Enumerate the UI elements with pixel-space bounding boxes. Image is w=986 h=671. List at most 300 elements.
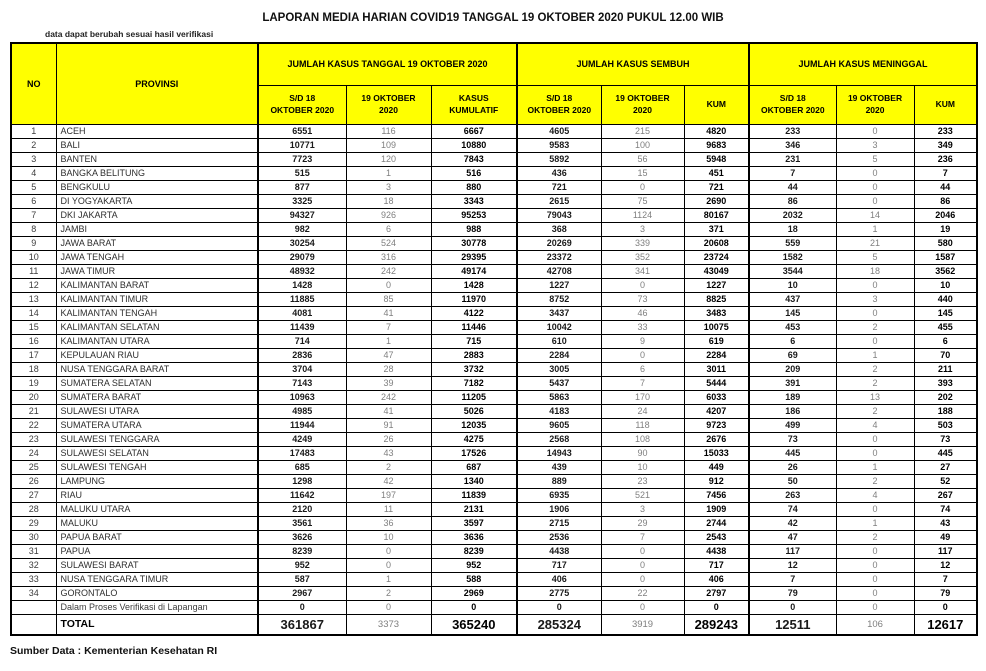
cell-value: 17526 xyxy=(431,446,517,460)
cell-value: 11439 xyxy=(258,320,346,334)
cell-value: 365240 xyxy=(431,614,517,635)
cell-value: 47 xyxy=(346,348,431,362)
cell-value: 2 xyxy=(346,586,431,600)
table-row xyxy=(11,348,977,362)
cell-value: 10042 xyxy=(517,320,601,334)
cell-value: 349 xyxy=(914,138,977,152)
cell-value: 9583 xyxy=(517,138,601,152)
cell-value: 2 xyxy=(836,474,914,488)
cell-value: 17483 xyxy=(258,446,346,460)
col-header-sembuh-day: 19 OKTOBER 2020 xyxy=(601,85,684,124)
cell-value: 5892 xyxy=(517,152,601,166)
cell-value: 117 xyxy=(914,544,977,558)
table-row xyxy=(11,250,977,264)
cell-value: 580 xyxy=(914,236,977,250)
cell-value: 2568 xyxy=(517,432,601,446)
cell-value: 29395 xyxy=(431,250,517,264)
table-row xyxy=(11,474,977,488)
cell-value: 0 xyxy=(601,572,684,586)
cell-value: 7 xyxy=(749,166,836,180)
cell-value: 7143 xyxy=(258,376,346,390)
cell-value: 1 xyxy=(836,516,914,530)
cell-value: 877 xyxy=(258,180,346,194)
cell-value: 44 xyxy=(914,180,977,194)
cell-value: 11446 xyxy=(431,320,517,334)
cell-value: 73 xyxy=(749,432,836,446)
cell-value: 6 xyxy=(914,334,977,348)
cell-provinsi: Dalam Proses Verifikasi di Lapangan xyxy=(56,600,258,614)
cell-value: 3437 xyxy=(517,306,601,320)
cell-value: 0 xyxy=(836,180,914,194)
cell-value: 12035 xyxy=(431,418,517,432)
cell-value: 2284 xyxy=(684,348,749,362)
cell-no: 1 xyxy=(11,124,56,138)
cell-value: 499 xyxy=(749,418,836,432)
cell-no: 3 xyxy=(11,152,56,166)
cell-value: 18 xyxy=(749,222,836,236)
cell-value: 202 xyxy=(914,390,977,404)
cell-value: 7 xyxy=(914,166,977,180)
cell-value: 0 xyxy=(601,180,684,194)
cell-no: 15 xyxy=(11,320,56,334)
cell-no: 34 xyxy=(11,586,56,600)
cell-value: 4122 xyxy=(431,306,517,320)
cell-value: 50 xyxy=(749,474,836,488)
cell-value: 3483 xyxy=(684,306,749,320)
cell-value: 10963 xyxy=(258,390,346,404)
cell-value: 70 xyxy=(914,348,977,362)
cell-value: 0 xyxy=(601,558,684,572)
table-row xyxy=(11,236,977,250)
cell-value: 346 xyxy=(749,138,836,152)
cell-value: 1298 xyxy=(258,474,346,488)
cell-no: 17 xyxy=(11,348,56,362)
cell-value: 95253 xyxy=(431,208,517,222)
cell-value: 7 xyxy=(346,320,431,334)
cell-value: 1227 xyxy=(517,278,601,292)
cell-provinsi: KALIMANTAN TENGAH xyxy=(56,306,258,320)
cell-value: 1124 xyxy=(601,208,684,222)
cell-value: 341 xyxy=(601,264,684,278)
cell-no: 31 xyxy=(11,544,56,558)
cell-value: 43 xyxy=(346,446,431,460)
cell-provinsi: DI YOGYAKARTA xyxy=(56,194,258,208)
table-row xyxy=(11,488,977,502)
cell-value: 455 xyxy=(914,320,977,334)
cell-provinsi: JAWA BARAT xyxy=(56,236,258,250)
cell-value: 5444 xyxy=(684,376,749,390)
cell-no: 22 xyxy=(11,418,56,432)
cell-value: 23372 xyxy=(517,250,601,264)
cell-value: 715 xyxy=(431,334,517,348)
table-row xyxy=(11,138,977,152)
cell-value: 3636 xyxy=(431,530,517,544)
cell-value: 18 xyxy=(836,264,914,278)
cell-value: 3 xyxy=(346,180,431,194)
table-row xyxy=(11,404,977,418)
col-header-meninggal-sd: S/D 18 OKTOBER 2020 xyxy=(749,85,836,124)
cell-no: 21 xyxy=(11,404,56,418)
cell-value: 11205 xyxy=(431,390,517,404)
cell-value: 7456 xyxy=(684,488,749,502)
cell-value: 406 xyxy=(684,572,749,586)
cell-provinsi: DKI JAKARTA xyxy=(56,208,258,222)
cell-value: 445 xyxy=(749,446,836,460)
cell-value: 3 xyxy=(601,222,684,236)
cell-value: 42708 xyxy=(517,264,601,278)
cell-no: 24 xyxy=(11,446,56,460)
cell-value: 14 xyxy=(836,208,914,222)
cell-value: 5026 xyxy=(431,404,517,418)
cell-value: 14943 xyxy=(517,446,601,460)
cell-no: 30 xyxy=(11,530,56,544)
cell-value: 1 xyxy=(346,572,431,586)
cell-value: 80167 xyxy=(684,208,749,222)
cell-value: 2715 xyxy=(517,516,601,530)
cell-value: 2 xyxy=(836,376,914,390)
cell-value: 3 xyxy=(836,292,914,306)
cell-value: 289243 xyxy=(684,614,749,635)
cell-value: 30254 xyxy=(258,236,346,250)
cell-provinsi: JAMBI xyxy=(56,222,258,236)
cell-value: 2 xyxy=(836,320,914,334)
cell-value: 0 xyxy=(836,278,914,292)
cell-value: 0 xyxy=(346,600,431,614)
cell-no: 29 xyxy=(11,516,56,530)
cell-value: 2615 xyxy=(517,194,601,208)
cell-value: 215 xyxy=(601,124,684,138)
cell-value: 189 xyxy=(749,390,836,404)
cell-no: 23 xyxy=(11,432,56,446)
cell-value: 524 xyxy=(346,236,431,250)
cell-value: 8239 xyxy=(258,544,346,558)
cell-value: 47 xyxy=(749,530,836,544)
cell-value: 587 xyxy=(258,572,346,586)
cell-no: 33 xyxy=(11,572,56,586)
cell-provinsi: KALIMANTAN BARAT xyxy=(56,278,258,292)
cell-value: 116 xyxy=(346,124,431,138)
cell-value: 285324 xyxy=(517,614,601,635)
cell-provinsi: SUMATERA SELATAN xyxy=(56,376,258,390)
cell-value: 449 xyxy=(684,460,749,474)
col-header-kasus-sd: S/D 18 OKTOBER 2020 xyxy=(258,85,346,124)
table-row xyxy=(11,446,977,460)
cell-value: 610 xyxy=(517,334,601,348)
cell-value: 43 xyxy=(914,516,977,530)
cell-value: 4985 xyxy=(258,404,346,418)
cell-provinsi: NUSA TENGGARA TIMUR xyxy=(56,572,258,586)
cell-value: 3626 xyxy=(258,530,346,544)
cell-provinsi: SULAWESI SELATAN xyxy=(56,446,258,460)
cell-value: 1428 xyxy=(431,278,517,292)
cell-value: 1 xyxy=(836,348,914,362)
cell-value: 10075 xyxy=(684,320,749,334)
cell-value: 5 xyxy=(836,250,914,264)
cell-value: 5437 xyxy=(517,376,601,390)
cell-value: 86 xyxy=(749,194,836,208)
cell-value: 445 xyxy=(914,446,977,460)
cell-no: 12 xyxy=(11,278,56,292)
cell-value: 0 xyxy=(836,558,914,572)
cell-value: 2883 xyxy=(431,348,517,362)
cell-value: 2120 xyxy=(258,502,346,516)
cell-value: 4 xyxy=(836,418,914,432)
cell-value: 11839 xyxy=(431,488,517,502)
cell-no: 9 xyxy=(11,236,56,250)
cell-value: 4605 xyxy=(517,124,601,138)
cell-value: 6551 xyxy=(258,124,346,138)
cell-no: 19 xyxy=(11,376,56,390)
cell-value: 352 xyxy=(601,250,684,264)
cell-no: 18 xyxy=(11,362,56,376)
cell-value: 145 xyxy=(914,306,977,320)
cell-value: 0 xyxy=(836,166,914,180)
cell-value: 8752 xyxy=(517,292,601,306)
cell-value: 10880 xyxy=(431,138,517,152)
cell-value: 211 xyxy=(914,362,977,376)
cell-value: 4207 xyxy=(684,404,749,418)
cell-value: 26 xyxy=(749,460,836,474)
cell-value: 41 xyxy=(346,404,431,418)
cell-value: 209 xyxy=(749,362,836,376)
cell-value: 0 xyxy=(601,278,684,292)
cell-value: 7723 xyxy=(258,152,346,166)
cell-value: 4438 xyxy=(517,544,601,558)
cell-value: 5948 xyxy=(684,152,749,166)
cell-provinsi: NUSA TENGGARA BARAT xyxy=(56,362,258,376)
table-row xyxy=(11,502,977,516)
cell-provinsi: JAWA TIMUR xyxy=(56,264,258,278)
cell-value: 10 xyxy=(914,278,977,292)
cell-value: 12 xyxy=(749,558,836,572)
cell-no: 28 xyxy=(11,502,56,516)
cell-value: 233 xyxy=(749,124,836,138)
cell-value: 0 xyxy=(836,124,914,138)
cell-value: 988 xyxy=(431,222,517,236)
table-row xyxy=(11,306,977,320)
cell-value: 0 xyxy=(836,306,914,320)
cell-value: 952 xyxy=(431,558,517,572)
cell-value: 521 xyxy=(601,488,684,502)
cell-no: 8 xyxy=(11,222,56,236)
covid-report-table xyxy=(10,42,978,636)
cell-value: 0 xyxy=(836,586,914,600)
cell-value: 588 xyxy=(431,572,517,586)
cell-value: 4275 xyxy=(431,432,517,446)
cell-value: 109 xyxy=(346,138,431,152)
table-row xyxy=(11,586,977,600)
cell-value: 1340 xyxy=(431,474,517,488)
col-header-meninggal-day: 19 OKTOBER 2020 xyxy=(836,85,914,124)
cell-value: 2046 xyxy=(914,208,977,222)
cell-provinsi: RIAU xyxy=(56,488,258,502)
cell-no: 4 xyxy=(11,166,56,180)
report-title: LAPORAN MEDIA HARIAN COVID19 TANGGAL 19 OKTOBER 2020 PUKUL 12.00 WIB xyxy=(262,12,724,24)
cell-value: 186 xyxy=(749,404,836,418)
cell-value: 952 xyxy=(258,558,346,572)
cell-provinsi: KALIMANTAN SELATAN xyxy=(56,320,258,334)
cell-value: 1 xyxy=(346,334,431,348)
cell-provinsi: MALUKU UTARA xyxy=(56,502,258,516)
cell-value: 5 xyxy=(836,152,914,166)
cell-value: 2797 xyxy=(684,586,749,600)
cell-no: 13 xyxy=(11,292,56,306)
cell-value: 0 xyxy=(836,432,914,446)
cell-value: 263 xyxy=(749,488,836,502)
cell-value: 30778 xyxy=(431,236,517,250)
cell-value: 391 xyxy=(749,376,836,390)
cell-value: 20269 xyxy=(517,236,601,250)
cell-value: 6 xyxy=(601,362,684,376)
col-header-sembuh-sd: S/D 18 OKTOBER 2020 xyxy=(517,85,601,124)
source-note: Sumber Data : Kementerian Kesehatan RI xyxy=(10,645,218,657)
table-row xyxy=(11,530,977,544)
cell-provinsi: PAPUA BARAT xyxy=(56,530,258,544)
table-row xyxy=(11,292,977,306)
cell-value: 2836 xyxy=(258,348,346,362)
cell-value: 42 xyxy=(346,474,431,488)
cell-value: 33 xyxy=(601,320,684,334)
cell-value: 926 xyxy=(346,208,431,222)
cell-value: 2969 xyxy=(431,586,517,600)
cell-value: 74 xyxy=(914,502,977,516)
cell-value: 19 xyxy=(914,222,977,236)
cell-value: 7 xyxy=(749,572,836,586)
cell-value: 721 xyxy=(684,180,749,194)
cell-value: 10771 xyxy=(258,138,346,152)
cell-value: 49174 xyxy=(431,264,517,278)
cell-value: 79043 xyxy=(517,208,601,222)
cell-value: 3704 xyxy=(258,362,346,376)
cell-value: 86 xyxy=(914,194,977,208)
cell-value: 10 xyxy=(346,530,431,544)
cell-value: 453 xyxy=(749,320,836,334)
cell-value: 717 xyxy=(684,558,749,572)
cell-value: 2 xyxy=(836,362,914,376)
cell-value: 79 xyxy=(914,586,977,600)
cell-value: 0 xyxy=(836,572,914,586)
cell-value: 406 xyxy=(517,572,601,586)
cell-value: 49 xyxy=(914,530,977,544)
cell-provinsi: SULAWESI UTARA xyxy=(56,404,258,418)
verification-row xyxy=(11,600,977,614)
cell-value: 10 xyxy=(749,278,836,292)
cell-provinsi: MALUKU xyxy=(56,516,258,530)
cell-value: 9605 xyxy=(517,418,601,432)
total-row xyxy=(11,614,977,635)
cell-value: 1909 xyxy=(684,502,749,516)
table-row xyxy=(11,180,977,194)
cell-value: 79 xyxy=(749,586,836,600)
cell-value: 43049 xyxy=(684,264,749,278)
cell-value: 371 xyxy=(684,222,749,236)
cell-provinsi: SULAWESI BARAT xyxy=(56,558,258,572)
cell-value: 23 xyxy=(601,474,684,488)
cell-value: 9683 xyxy=(684,138,749,152)
cell-value: 0 xyxy=(836,334,914,348)
cell-value: 503 xyxy=(914,418,977,432)
cell-value: 0 xyxy=(684,600,749,614)
cell-value: 12511 xyxy=(749,614,836,635)
cell-value: 1 xyxy=(346,166,431,180)
cell-value: 74 xyxy=(749,502,836,516)
group-header-meninggal: JUMLAH KASUS MENINGGAL xyxy=(749,43,977,85)
table-row xyxy=(11,194,977,208)
cell-value: 11970 xyxy=(431,292,517,306)
cell-value: 3919 xyxy=(601,614,684,635)
cell-no: 20 xyxy=(11,390,56,404)
cell-value: 2967 xyxy=(258,586,346,600)
group-header-kasus: JUMLAH KASUS TANGGAL 19 OKTOBER 2020 xyxy=(258,43,517,85)
cell-value: 437 xyxy=(749,292,836,306)
cell-value: 42 xyxy=(749,516,836,530)
cell-value: 28 xyxy=(346,362,431,376)
cell-value: 9723 xyxy=(684,418,749,432)
table-row xyxy=(11,544,977,558)
cell-no: 2 xyxy=(11,138,56,152)
cell-provinsi: KALIMANTAN TIMUR xyxy=(56,292,258,306)
cell-value: 0 xyxy=(749,600,836,614)
cell-no: 14 xyxy=(11,306,56,320)
cell-value: 20608 xyxy=(684,236,749,250)
cell-value: 0 xyxy=(836,502,914,516)
cell-value: 1 xyxy=(836,222,914,236)
cell-provinsi: SULAWESI TENGAH xyxy=(56,460,258,474)
cell-value: 73 xyxy=(601,292,684,306)
table-row xyxy=(11,334,977,348)
cell-value: 361867 xyxy=(258,614,346,635)
cell-value: 145 xyxy=(749,306,836,320)
cell-value: 15033 xyxy=(684,446,749,460)
cell-value: 7 xyxy=(601,376,684,390)
cell-value: 1 xyxy=(836,460,914,474)
cell-value: 4 xyxy=(836,488,914,502)
table-row xyxy=(11,418,977,432)
cell-value: 94327 xyxy=(258,208,346,222)
cell-value: 687 xyxy=(431,460,517,474)
cell-value: 39 xyxy=(346,376,431,390)
cell-value: 0 xyxy=(836,446,914,460)
cell-value: 316 xyxy=(346,250,431,264)
cell-value: 559 xyxy=(749,236,836,250)
cell-provinsi: TOTAL xyxy=(56,614,258,635)
cell-value: 717 xyxy=(517,558,601,572)
cell-value: 41 xyxy=(346,306,431,320)
cell-value: 2 xyxy=(836,530,914,544)
cell-value: 2775 xyxy=(517,586,601,600)
table-row xyxy=(11,166,977,180)
cell-value: 439 xyxy=(517,460,601,474)
cell-provinsi: ACEH xyxy=(56,124,258,138)
table-row xyxy=(11,362,977,376)
cell-value: 3 xyxy=(836,138,914,152)
cell-value: 242 xyxy=(346,264,431,278)
cell-value: 3011 xyxy=(684,362,749,376)
cell-value: 2 xyxy=(836,404,914,418)
cell-value: 3343 xyxy=(431,194,517,208)
cell-value: 619 xyxy=(684,334,749,348)
cell-value: 236 xyxy=(914,152,977,166)
cell-value: 231 xyxy=(749,152,836,166)
cell-value: 73 xyxy=(914,432,977,446)
cell-value: 21 xyxy=(836,236,914,250)
cell-value: 3005 xyxy=(517,362,601,376)
cell-value: 12617 xyxy=(914,614,977,635)
table-row xyxy=(11,558,977,572)
cell-value: 0 xyxy=(517,600,601,614)
cell-value: 4183 xyxy=(517,404,601,418)
cell-no: 16 xyxy=(11,334,56,348)
